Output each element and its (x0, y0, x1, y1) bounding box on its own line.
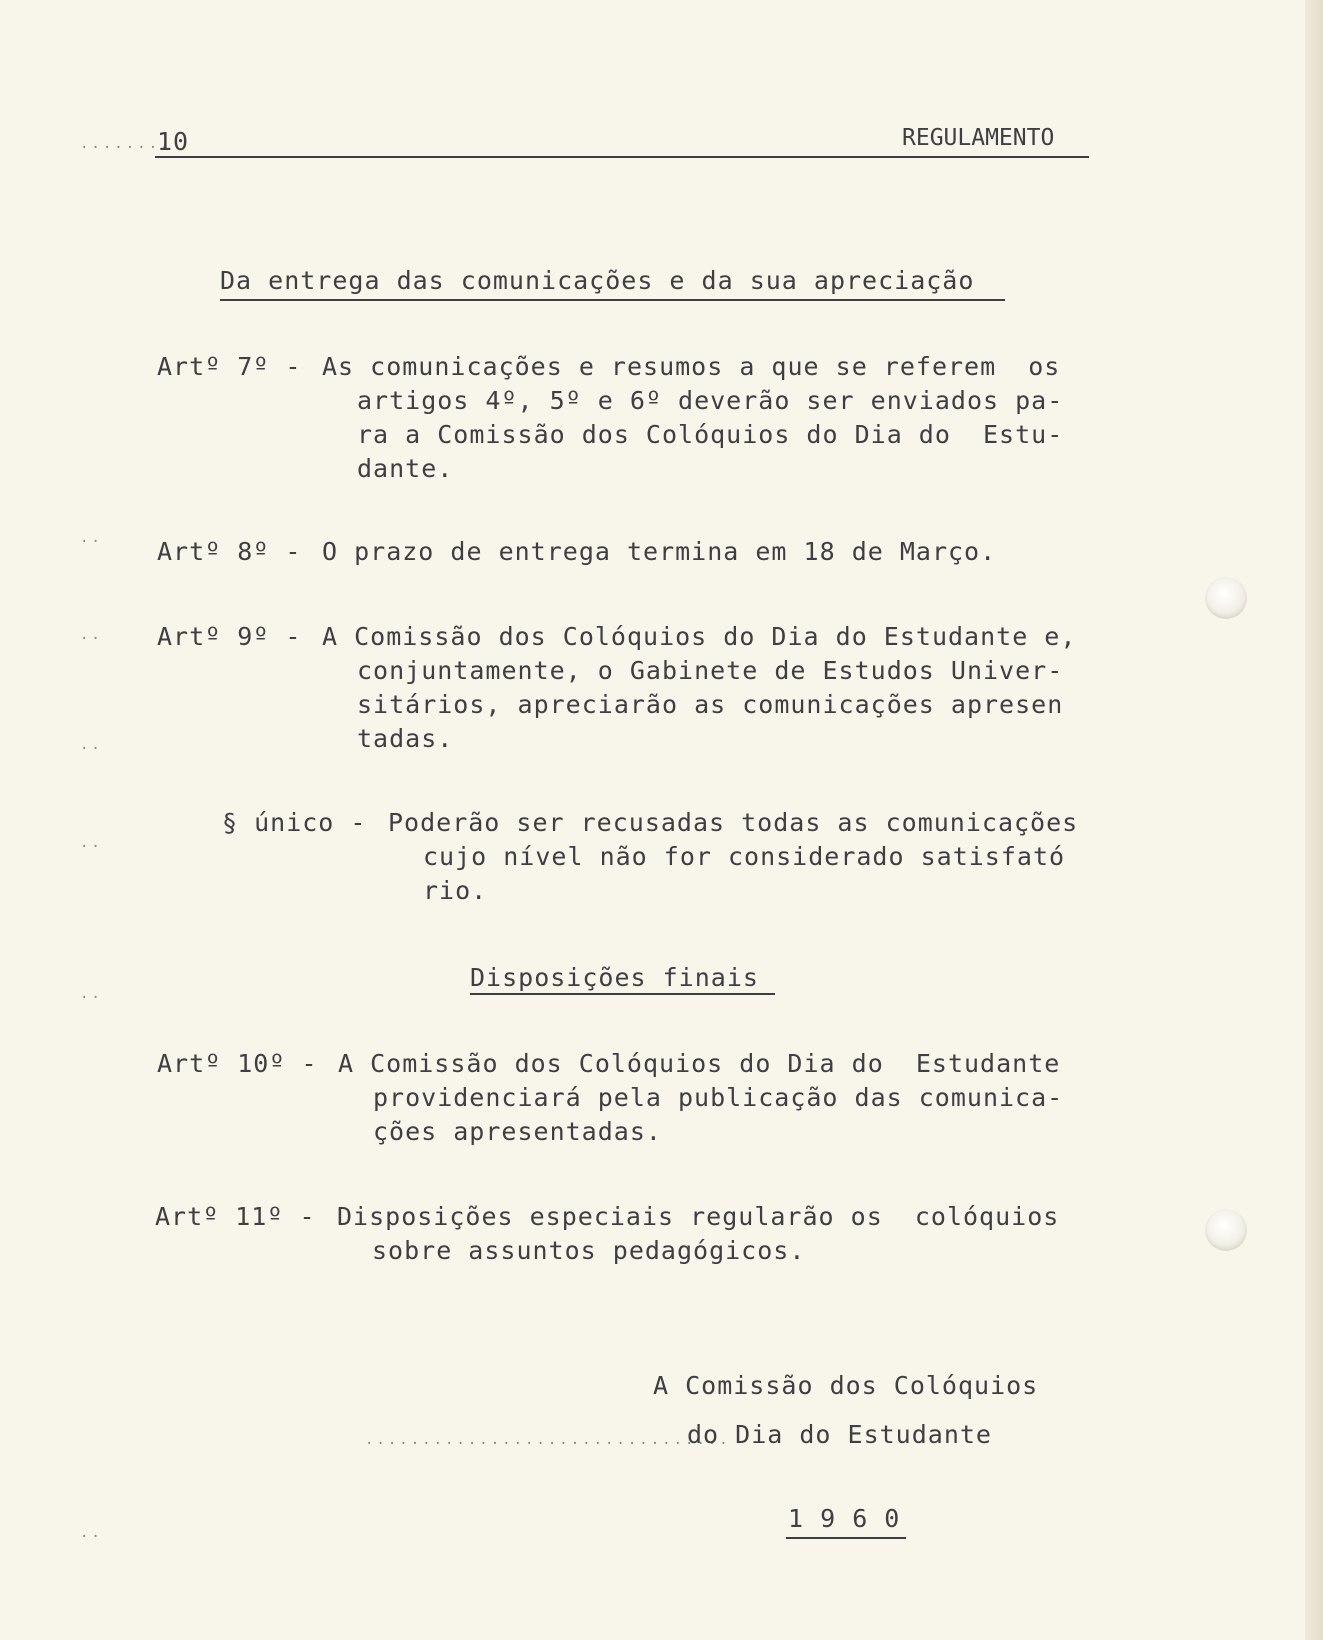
margin-mark: .. (80, 530, 103, 546)
paragraph-unico-label: § único - (222, 808, 367, 837)
article-7-line: dante. (357, 454, 454, 483)
signature-line: A Comissão dos Colóquios (653, 1371, 1039, 1400)
margin-mark: .. (80, 627, 103, 643)
article-11-line: sobre assuntos pedagógicos. (372, 1236, 806, 1265)
article-9-line: sitários, apreciarão as comunicações apresen (357, 690, 1064, 719)
article-9-label: Artº 9º - (157, 622, 302, 651)
paragraph-unico-line: rio. (423, 876, 488, 905)
page-edge (1305, 0, 1323, 1640)
section-heading-rule (470, 993, 775, 995)
signature-leader-dots: ................................ (365, 1432, 731, 1448)
signature-line: do Dia do Estudante (687, 1420, 992, 1449)
article-10-line: A Comissão dos Colóquios do Dia do Estudante (338, 1049, 1061, 1078)
article-11-label: Artº 11º - (155, 1202, 316, 1231)
article-10-line: ções apresentadas. (373, 1117, 662, 1146)
paragraph-unico-line: Poderão ser recusadas todas as comunicações (388, 808, 1079, 837)
article-7-line: ra a Comissão dos Colóquios do Dia do Estu- (357, 420, 1064, 449)
article-11-line: Disposições especiais regularão os colóquios (337, 1202, 1060, 1231)
page-number: 10 (157, 127, 190, 156)
article-10-label: Artº 10º - (157, 1049, 318, 1078)
margin-mark: .. (80, 986, 103, 1002)
punch-hole (1205, 1209, 1247, 1251)
margin-mark: .. (80, 1525, 103, 1541)
section-heading-rule (220, 299, 1005, 301)
article-9-line: conjuntamente, o Gabinete de Estudos Univer- (357, 656, 1064, 685)
article-7-label: Artº 7º - (157, 352, 302, 381)
punch-hole (1205, 577, 1247, 619)
header-rule (155, 156, 1089, 158)
margin-mark: .. (80, 835, 103, 851)
article-10-line: providenciará pela publicação das comunica- (373, 1083, 1064, 1112)
signature-year: 1 9 6 0 (788, 1504, 901, 1533)
year-underline (786, 1537, 906, 1539)
article-9-line: tadas. (357, 724, 454, 753)
margin-mark: .. (80, 737, 103, 753)
article-8-label: Artº 8º - (157, 537, 302, 566)
article-7-line: artigos 4º, 5º e 6º deverão ser enviados pa- (357, 386, 1064, 415)
article-7-line: As comunicações e resumos a que se referem os (322, 352, 1061, 381)
paragraph-unico-line: cujo nível não for considerado satisfató (423, 842, 1066, 871)
running-title: REGULAMENTO (902, 125, 1055, 151)
article-9-line: A Comissão dos Colóquios do Dia do Estudante e, (322, 622, 1077, 651)
section-heading-delivery: Da entrega das comunicações e da sua apreciação (220, 266, 975, 295)
header-leader-dots: ........ (80, 136, 172, 152)
section-heading-final: Disposições finais (470, 963, 759, 992)
article-8-line: O prazo de entrega termina em 18 de Março. (322, 537, 997, 566)
